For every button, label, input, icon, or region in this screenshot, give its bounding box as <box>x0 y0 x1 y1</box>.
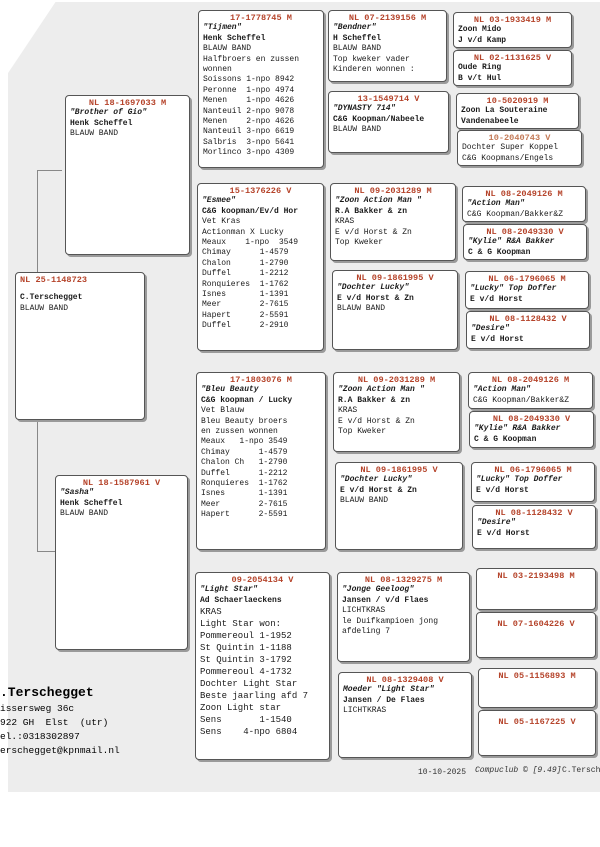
owner-name: C&G koopman/Ev/d Hor <box>202 206 299 216</box>
owner-name: E v/d Horst <box>476 485 529 495</box>
detail-line: Kinderen wonnen : <box>333 65 415 75</box>
pigeon-card-gen4-8[interactable] <box>466 311 590 349</box>
ring-number: NL 07-2139156 M <box>348 13 427 23</box>
detail-line: Light Star won: <box>200 619 282 630</box>
ring-number: 10-5020919 M <box>486 96 549 106</box>
detail-line: Duffel 2-2910 <box>202 321 289 331</box>
ring-number: 17-1803076 M <box>230 375 292 385</box>
pigeon-name: "DYNASTY 714" <box>333 104 396 114</box>
owner-name: R.A Bakker & zn <box>338 395 411 405</box>
pigeon-card-sire[interactable] <box>65 95 190 255</box>
pigeon-name: "Kylie" R&A Bakker <box>474 424 561 434</box>
ring-number: NL 09-2031289 M <box>354 186 432 196</box>
detail-line: Nanteuil 3-npo 6619 <box>203 127 295 137</box>
print-date: 10-10-2025 <box>418 768 467 777</box>
pigeon-card-gen4-12[interactable] <box>472 505 596 549</box>
ring-number: NL 25-1148723 <box>20 275 88 285</box>
owner-email: erschegget@kpnmail.nl <box>0 745 120 756</box>
pigeon-name: "Desire" <box>471 324 510 334</box>
ring-number: NL 08-1329408 V <box>366 675 444 685</box>
pigeon-card-sire-sire-dam[interactable] <box>328 91 449 153</box>
owner-name: C & G Koopman <box>474 434 537 444</box>
detail-line: St Quintin 1-1188 <box>200 643 292 654</box>
ring-number: NL 08-1128432 V <box>489 314 567 324</box>
owner-name: C&G Koopman/Nabeele <box>333 114 425 124</box>
ring-number: NL 06-1796065 M <box>488 274 566 284</box>
owner-name: C & G Koopman <box>468 247 531 257</box>
pigeon-name: "Bleu Beauty <box>201 385 259 395</box>
ring-number: NL 09-1861995 V <box>360 465 438 475</box>
pigeon-name: "Lucky" Top Doffer <box>470 284 557 294</box>
owner-name: Jansen / De Flaes <box>343 695 425 705</box>
detail-line: Actionman X Lucky <box>202 227 284 237</box>
pigeon-name: Moeder "Light Star" <box>343 685 435 695</box>
ring-number: 09-2054134 V <box>231 575 294 585</box>
owner-name: C&G Koopmans/Engels <box>462 153 554 163</box>
pigeon-card-dam-sire-sire[interactable] <box>333 372 460 452</box>
pigeon-card-dam-dam-dam[interactable] <box>338 672 472 758</box>
ring-number: NL 08-2049126 M <box>491 375 570 385</box>
detail-line: Duffel 1-2212 <box>201 468 288 478</box>
ring-number: NL 08-2049330 V <box>486 227 564 237</box>
detail-line: Meer 2-7615 <box>202 300 289 310</box>
pigeon-card-sire-dam-sire[interactable] <box>330 183 456 261</box>
software-credit: Compuclub © [9.49] <box>475 766 562 775</box>
detail-line: Hapert 2-5591 <box>202 310 289 320</box>
pigeon-name: Oude Ring <box>458 63 502 73</box>
pigeon-name: "Light Star" <box>200 585 258 595</box>
ring-number: 17-1778745 M <box>230 13 292 23</box>
owner-city: 922 GH Elst (utr) <box>0 717 109 728</box>
color-text: BLAUW BAND <box>70 129 119 139</box>
pigeon-card-dam-sire[interactable] <box>196 372 326 550</box>
ring-number: NL 08-1128432 V <box>495 508 573 518</box>
pigeon-name: "Action Man" <box>467 199 525 209</box>
detail-line: Chimay 1-4579 <box>201 447 288 457</box>
detail-line: Chalon 1-2790 <box>202 258 289 268</box>
detail-line: St Quintin 3-1792 <box>200 655 292 666</box>
pigeon-card-sire-sire-sire[interactable] <box>328 10 447 82</box>
pigeon-name: "Jonge Geeloog" <box>342 585 415 595</box>
ring-number: NL 08-2049126 M <box>485 189 563 199</box>
detail-line: KRAS <box>200 607 222 618</box>
owner-name: E v/d Horst <box>471 334 524 344</box>
detail-line: Duffel 1-2212 <box>202 269 289 279</box>
detail-line: Zoon Light star <box>200 703 282 714</box>
pigeon-name: Zoon La Souteraine <box>461 106 548 116</box>
owner-phone: el.:0318302897 <box>0 731 80 742</box>
ring-number: NL 05-1167225 V <box>498 717 576 727</box>
detail-line: Salbris 3-npo 5641 <box>203 137 295 147</box>
detail-line: afdeling 7 <box>342 627 391 637</box>
detail-line: Beste jaarling afd 7 <box>200 691 309 702</box>
detail-line: Meaux 1-npo 3549 <box>202 238 299 248</box>
pigeon-card-gen4-11[interactable] <box>471 462 595 502</box>
detail-line: E v/d Horst & Zn <box>335 227 412 237</box>
detail-line: Chimay 1-4579 <box>202 248 289 258</box>
owner-name: C&G koopman / Lucky <box>201 395 293 405</box>
pigeon-card-sire-dam-dam[interactable] <box>332 270 458 350</box>
owner-name: Henk Scheffel <box>60 498 123 508</box>
pigeon-card-root[interactable] <box>15 272 145 420</box>
pigeon-name: "Zoon Action Man " <box>335 196 422 206</box>
owner-address-block <box>0 684 120 758</box>
pigeon-name: "Zoon Action Man " <box>338 385 425 395</box>
ring-number: NL 03-2193498 M <box>497 571 575 581</box>
pigeon-card-dam-dam[interactable] <box>195 572 330 760</box>
detail-line: Hapert 2-5591 <box>201 510 288 520</box>
owner-name: J v/d Kamp <box>458 35 507 45</box>
pigeon-card-gen4-15[interactable] <box>478 668 596 708</box>
owner-name: B v/t Hul <box>458 73 502 83</box>
pigeon-card-gen4-4[interactable] <box>457 130 582 166</box>
owner-name: H Scheffel <box>333 33 382 43</box>
ring-number: NL 06-1796065 M <box>494 465 572 475</box>
pigeon-card-dam[interactable] <box>55 475 188 650</box>
owner-street: issersweg 36c <box>0 703 75 714</box>
owner-name: C&G Koopman/Bakker&Z <box>473 395 570 405</box>
ring-number: NL 08-2049330 V <box>492 414 571 424</box>
color-text: BLAUW BAND <box>20 303 69 313</box>
detail-line: Isnes 1-1391 <box>201 489 288 499</box>
pigeon-name: "Dochter Lucky" <box>340 475 413 485</box>
footer-owner: C.Tersch <box>562 766 600 775</box>
detail-line: Sens 4-npo 6804 <box>200 727 298 738</box>
ring-number: 10-2040743 V <box>488 133 551 143</box>
pigeon-name: Dochter Super Koppel <box>462 143 559 153</box>
ring-number: NL 18-1587961 V <box>82 478 161 488</box>
owner-name: Henk Scheffel <box>70 118 133 128</box>
detail-line: BLAUW BAND <box>203 44 252 54</box>
ring-number: NL 02-1131625 V <box>473 53 552 63</box>
pigeon-name: "Dochter Lucky" <box>337 283 410 293</box>
detail-line: Menen 1-npo 4626 <box>203 96 295 106</box>
pigeon-card-gen4-3[interactable] <box>456 93 579 129</box>
detail-line: wonnen <box>203 65 232 75</box>
detail-line: Pommereoul 4-1732 <box>200 667 292 678</box>
owner-name: E v/d Horst <box>470 294 523 304</box>
detail-line: en zussen wonnen <box>201 427 278 437</box>
owner-name: C.Terschegget <box>20 293 83 303</box>
detail-line: E v/d Horst & Zn <box>338 416 415 426</box>
pigeon-card-sire-dam[interactable] <box>197 183 324 351</box>
pigeon-card-sire-sire[interactable] <box>198 10 324 168</box>
ring-number: NL 03-1933419 M <box>473 15 552 25</box>
detail-line: Peronne 1-npo 4974 <box>203 85 295 95</box>
owner-name: E v/d Horst & Zn <box>340 485 417 495</box>
detail-line: Dochter Light Star <box>200 679 298 690</box>
pigeon-name: "Lucky" Top Doffer <box>476 475 563 485</box>
detail-line: BLAUW BAND <box>340 496 389 506</box>
detail-line: Ronquieres 1-1762 <box>201 479 288 489</box>
pigeon-card-gen4-10[interactable] <box>469 411 594 448</box>
ring-number: NL 05-1156893 M <box>498 671 576 681</box>
detail-line: Ronquieres 1-1762 <box>202 279 289 289</box>
pigeon-card-gen4-2[interactable] <box>453 50 572 86</box>
detail-line: BLAUW BAND <box>337 304 386 314</box>
detail-line: Top Kweker <box>335 238 384 248</box>
pigeon-name: Zoon Mido <box>458 25 502 35</box>
pigeon-name: "Action Man" <box>473 385 531 395</box>
detail-line: LICHTKRAS <box>343 706 387 716</box>
owner-name: Vandenabeele <box>461 116 519 126</box>
detail-line: Isnes 1-1391 <box>202 290 289 300</box>
pigeon-card-gen4-9[interactable] <box>468 372 593 409</box>
pigeon-card-dam-dam-sire[interactable] <box>337 572 470 662</box>
pigeon-card-gen4-6[interactable] <box>463 224 587 260</box>
detail-line: Nanteuil 2-npo 9078 <box>203 106 295 116</box>
detail-line: Vet Kras <box>202 217 241 227</box>
owner-name: Jansen / v/d Flaes <box>342 595 429 605</box>
detail-line: le Duifkampioen jong <box>342 616 439 626</box>
ring-number: 13-1549714 V <box>357 94 420 104</box>
ring-number: 15-1376226 V <box>229 186 292 196</box>
pigeon-name: "Kylie" R&A Bakker <box>468 237 555 247</box>
detail-line: LICHTKRAS <box>342 606 386 616</box>
ring-number: NL 18-1697033 M <box>88 98 167 108</box>
detail-line: Halfbroers en zussen <box>203 54 300 64</box>
pigeon-card-gen4-7[interactable] <box>465 271 589 309</box>
detail-line: BLAUW BAND <box>333 44 382 54</box>
detail-line: Meaux 1-npo 3549 <box>201 437 288 447</box>
pigeon-name: "Bendner" <box>333 23 377 33</box>
detail-line: Meer 2-7615 <box>201 499 288 509</box>
owner-name: E v/d Horst <box>477 528 530 538</box>
pigeon-card-gen4-16[interactable] <box>478 710 596 756</box>
owner-name: R.A Bakker & zn <box>335 206 408 216</box>
pigeon-name: "Brother of Gio" <box>70 108 147 118</box>
color-text: BLAUW BAND <box>60 509 109 519</box>
pigeon-name: "Tijmen" <box>203 23 242 33</box>
ring-number: NL 09-1861995 V <box>356 273 434 283</box>
ring-number: NL 08-1329275 M <box>364 575 443 585</box>
owner-name: C&G Koopman/Bakker&Z <box>467 209 564 219</box>
pigeon-card-gen4-13[interactable] <box>476 568 596 610</box>
detail-line: KRAS <box>338 406 358 416</box>
pigeon-card-gen4-5[interactable] <box>462 186 586 222</box>
ring-number: NL 07-1604226 V <box>497 619 575 629</box>
detail-line: Morlinco 3-npo 4309 <box>203 148 295 158</box>
owner-name: Henk Scheffel <box>203 33 266 43</box>
detail-line: Chalon Ch 1-2790 <box>201 458 288 468</box>
pigeon-card-gen4-14[interactable] <box>476 612 596 658</box>
detail-line: Menen 2-npo 4626 <box>203 117 295 127</box>
detail-line: Sens 1-1540 <box>200 715 292 726</box>
detail-line: Bleu Beauty broers <box>201 416 288 426</box>
detail-line: BLAUW BAND <box>333 125 382 135</box>
pigeon-card-gen4-1[interactable] <box>453 12 572 48</box>
pigeon-name: "Sasha" <box>60 488 94 498</box>
pigeon-name: "Esmee" <box>202 196 236 206</box>
pigeon-card-dam-sire-dam[interactable] <box>335 462 463 550</box>
detail-line: Top Kweker <box>338 427 387 437</box>
pigeon-name: "Desire" <box>477 518 516 528</box>
owner-name: Ad Schaerlaeckens <box>200 595 282 605</box>
ring-number: NL 09-2031289 M <box>357 375 436 385</box>
owner-name: E v/d Horst & Zn <box>337 293 414 303</box>
owner-name-heading: .Terschegget <box>0 685 94 700</box>
detail-line: Top kweker vader <box>333 54 410 64</box>
detail-line: Pommereoul 1-1952 <box>200 631 292 642</box>
detail-line: KRAS <box>335 217 355 227</box>
detail-line: Soissons 1-npo 8942 <box>203 75 295 85</box>
detail-line: Vet Blauw <box>201 406 245 416</box>
